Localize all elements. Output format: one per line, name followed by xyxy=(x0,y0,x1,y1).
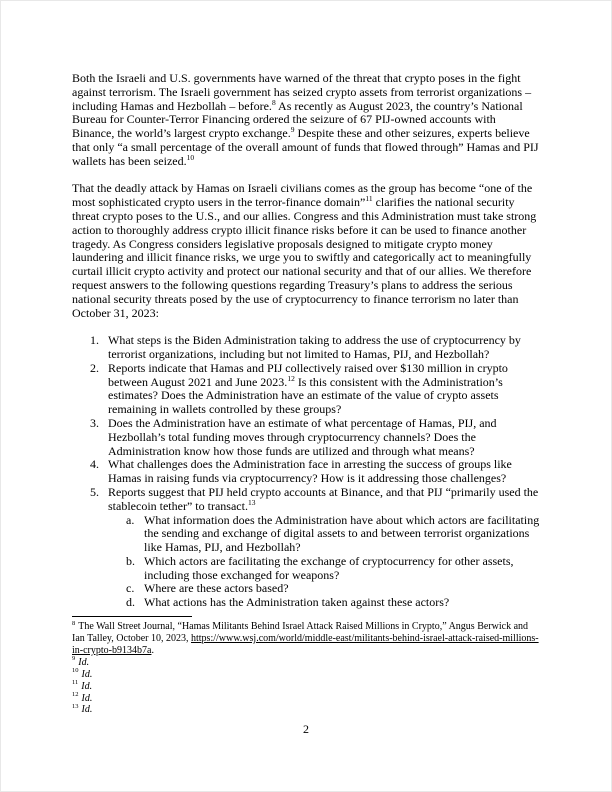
list-item-text: Reports suggest that PIJ held crypto accounts at Binance, and that PIJ “primarily used the stablecoin tether” to transact. xyxy=(108,484,539,513)
page-number: 2 xyxy=(303,722,309,736)
paragraph-text: Despite these and other seizures, experts believe that only “a small percentage of the overall amount of funds that flowed through” Hamas and PIJ wallets has been seized. xyxy=(72,126,539,168)
footnote-marker: 12 xyxy=(72,691,79,699)
list-item-5a xyxy=(72,514,540,555)
footnote-ref-9: 9 xyxy=(290,125,295,135)
footnote-10 xyxy=(72,669,540,681)
footnote-12 xyxy=(72,693,540,705)
list-item-text: What challenges does the Administration face in arresting the success of groups like Hamas in raising funds via cryptocurrency? How is it addressing those challenges? xyxy=(108,457,512,486)
list-item-5d xyxy=(72,596,540,610)
list-marker: a. xyxy=(126,512,135,527)
paragraph-text: As recently as August 2023, the country’s National Bureau for Counter-Terror Financing ordered the seizure of 67 PIJ-owned accounts with Binance, the world’s largest crypto exchange. xyxy=(72,98,523,141)
list-item-text: Is this consistent with the Administration’s estimates? Does the Administration have an estimate of the value of crypto assets remaining in wallets controlled by these groups? xyxy=(108,374,503,417)
footnote-text: Id. xyxy=(78,656,90,668)
footnote-ref-12: 12 xyxy=(287,373,295,383)
footnote-text: Id. xyxy=(81,668,93,680)
footnote-marker: 10 xyxy=(72,667,79,675)
footnote-11 xyxy=(72,681,540,693)
list-item-2 xyxy=(72,362,540,417)
footnote-9 xyxy=(72,657,540,669)
list-item-text: Reports indicate that Hamas and PIJ collectively raised over $130 million in crypto between August 2021 and June 2023. xyxy=(108,360,508,389)
footnote-separator xyxy=(72,616,192,617)
list-marker: 2. xyxy=(90,360,99,375)
footnote-marker: 11 xyxy=(72,679,79,687)
footnote-8-link[interactable]: https://www.wsj.com/world/middle-east/militants-behind-israel-attack-raised-millions-in-crypto-b9134b7a xyxy=(72,632,539,656)
footnote-ref-13: 13 xyxy=(247,497,256,507)
list-marker: 1. xyxy=(90,333,99,348)
footnote-text: Id. xyxy=(81,680,93,692)
footnote-ref-10: 10 xyxy=(186,152,195,162)
list-item-text: Which actors are facilitating the exchange of cryptocurrency for other assets, including those exchanged for weapons? xyxy=(144,553,514,582)
question-list xyxy=(72,334,540,610)
footnote-ref-8: 8 xyxy=(271,97,276,107)
list-item-text: What information does the Administration have about which actors are facilitating the sending and exchange of digital assets to and between terrorist organizations like Hamas, PIJ, and Hezbollah? xyxy=(144,512,540,555)
list-item-4 xyxy=(72,458,540,486)
list-marker: 5. xyxy=(90,484,99,499)
footnote-marker: 13 xyxy=(72,703,79,711)
footnote-text: Id. xyxy=(81,692,93,704)
paragraph-1 xyxy=(72,72,540,169)
list-item-text: Where are these actors based? xyxy=(144,581,289,596)
list-marker: c. xyxy=(126,581,135,596)
paragraph-text: That the deadly attack by Hamas on Israeli civilians comes as the group has become “one of the most sophisticated crypto users in the terror-finance domain” xyxy=(72,181,533,210)
footnote-ref-11: 11 xyxy=(365,194,373,204)
footnote-8 xyxy=(72,621,540,657)
list-item-text: What steps is the Biden Administration taking to address the use of cryptocurrency by terrorist organizations, including but not limited to Hamas, PIJ, and Hezbollah? xyxy=(108,333,521,361)
list-marker: 3. xyxy=(90,415,99,430)
paragraph-text: clarifies the national security threat crypto poses to the U.S., and our allies. Congress and this Administration must take strong action to thoroughly address crypto illicit finance risks before it can be used to finance another tragedy. As Congress considers legislative proposals designed to mitigate crypto money laundering and illicit finance risks, we urge you to swiftly and categorically act to meaningfully curtail illicit crypto activity and protect our national security and that of our allies. We therefore request answers to the following questions regarding Treasury’s plans to address the serious national security threats posed by the use of cryptocurrency to finance terrorism no later than October 31, 2023: xyxy=(72,195,537,320)
footnote-marker: 9 xyxy=(72,655,76,663)
list-marker: 4. xyxy=(90,457,99,472)
footnote-text: The Wall Street Journal, “Hamas Militants Behind Israel Attack Raised Millions in Crypto,” Angus Berwick and Ian Talley, October 10, 2023, xyxy=(72,621,529,644)
list-item-5c xyxy=(72,582,540,596)
list-item-text: What actions has the Administration taken against these actors? xyxy=(144,595,450,610)
footnote-13 xyxy=(72,704,540,716)
list-item-text: Does the Administration have an estimate of what percentage of Hamas, PIJ, and Hezbollah’s total funding moves through cryptocurrency channels? Does the Administration know how those funds are utilized and through what means? xyxy=(108,415,497,458)
paragraph-2 xyxy=(72,182,540,320)
footnote-marker: 8 xyxy=(72,619,76,627)
paragraph-text: Both the Israeli and U.S. governments have warned of the threat that crypto poses in the fight against terrorism. The Israeli government has seized crypto assets from terrorist organizations – including Hamas and Hezbollah – before. xyxy=(72,71,532,113)
list-item-3 xyxy=(72,417,540,458)
footnotes-section xyxy=(72,616,540,716)
list-item-5 xyxy=(72,486,540,514)
letter-body xyxy=(72,72,540,716)
list-marker: d. xyxy=(126,595,135,610)
list-item-5b xyxy=(72,555,540,583)
list-item-1 xyxy=(72,334,540,362)
list-marker: b. xyxy=(126,553,135,568)
footnote-text: Id. xyxy=(81,704,93,716)
footnote-text: . xyxy=(151,644,154,656)
